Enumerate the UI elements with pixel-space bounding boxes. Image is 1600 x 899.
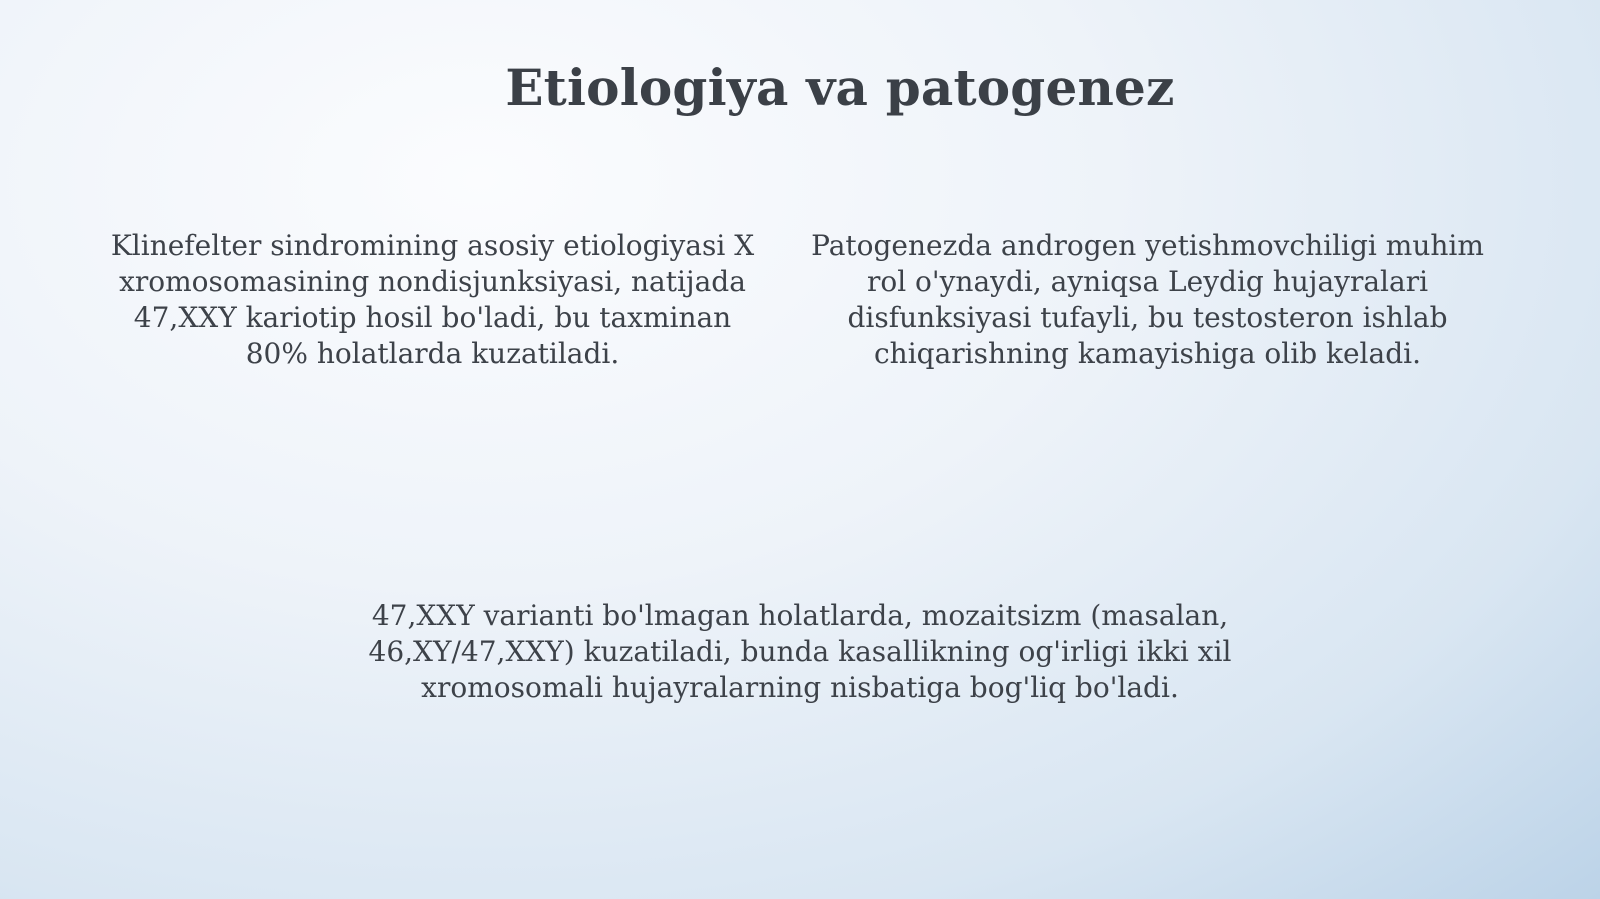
slide-title: Etiologiya va patogenez bbox=[505, 58, 1175, 117]
pathogenesis-paragraph: Patogenezda androgen yetishmovchiligi muhim rol o'ynaydi, ayniqsa Leydig hujayralari disfunksiyasi tufayli, bu testosteron ishlab chiqarishning kamayishiga olib keladi. bbox=[811, 229, 1484, 370]
mosaicism-paragraph: 47,XXY varianti bo'lmagan holatlarda, mozaitsizm (masalan, 46,XY/47,XXY) kuzatiladi, bunda kasallikning og'irligi ikki xil xromosomali hujayralarning nisbatiga bog'liq bo'ladi. bbox=[368, 599, 1232, 704]
etiology-paragraph: Klinefelter sindromining asosiy etiologiyasi X xromosomasining nondisjunksiyasi, natijada 47,XXY kariotip hosil bo'ladi, bu taxminan 80% holatlarda kuzatiladi. bbox=[110, 229, 755, 370]
